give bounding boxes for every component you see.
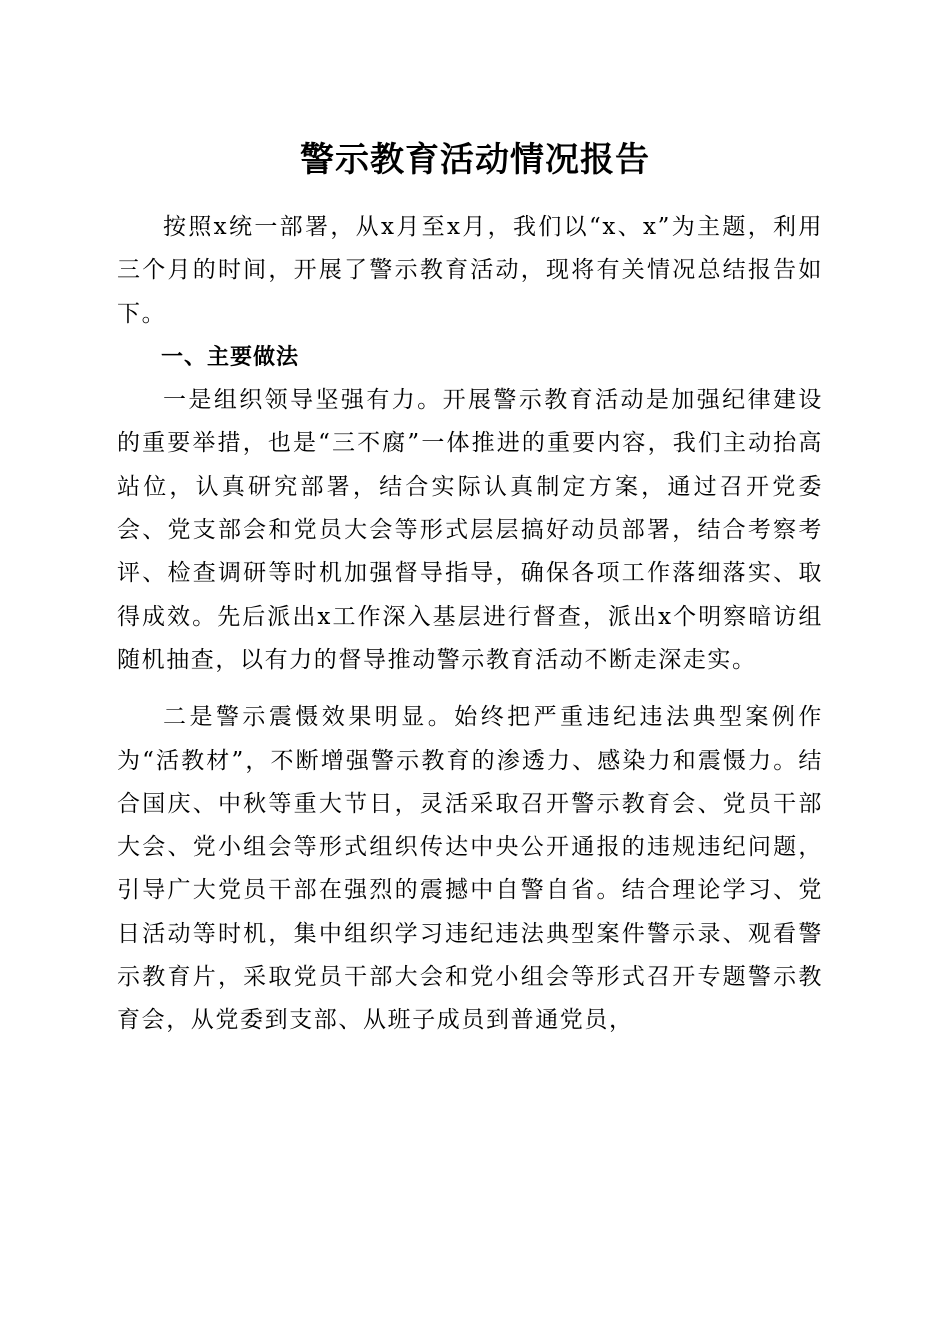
document-body	[117, 206, 823, 1043]
section-heading: 一、主要做法	[161, 344, 300, 370]
point-2-lead: 二是警示震慑效果明显。	[163, 704, 455, 731]
point-1-lead: 一是组织领导坚强有力。	[163, 387, 443, 414]
point-2-body: 始终把严重违纪违法典型案例作为“活教材”，不断增强警示教育的渗透力、感染力和震慑力。结合国庆、中秋等重大节日，灵活采取召开警示教育会、党员干部大会、党小组会等形式组织传达中央公开通报的违规违纪问题，引导广大党员干部在强烈的震撼中自警自省。结合理论学习、党日活动等时机，集中组织学习违纪违法典型案件警示录、观看警示教育片，采取党员干部大会和党小组会等形式召开专题警示教育会，从党委到支部、从班子成员到普通党员，	[117, 704, 823, 1034]
document-title: 警示教育活动情况报告	[300, 140, 650, 180]
point-1-paragraph	[117, 379, 823, 682]
point-2-paragraph	[117, 696, 823, 1042]
point-1-body: 开展警示教育活动是加强纪律建设的重要举措，也是“三不腐”一体推进的重要内容，我们主动抬高站位，认真研究部署，结合实际认真制定方案，通过召开党委会、党支部会和党员大会等形式层层搞好动员部署，结合考察考评、检查调研等时机加强督导指导，确保各项工作落细落实、取得成效。先后派出x工作深入基层进行督查，派出x个明察暗访组随机抽查，以有力的督导推动警示教育活动不断走深走实。	[117, 387, 823, 673]
intro-paragraph: 按照x统一部署，从x月至x月，我们以“x、x”为主题，利用三个月的时间，开展了警示教育活动，现将有关情况总结报告如下。	[117, 214, 823, 327]
paragraph-gap	[117, 682, 823, 696]
